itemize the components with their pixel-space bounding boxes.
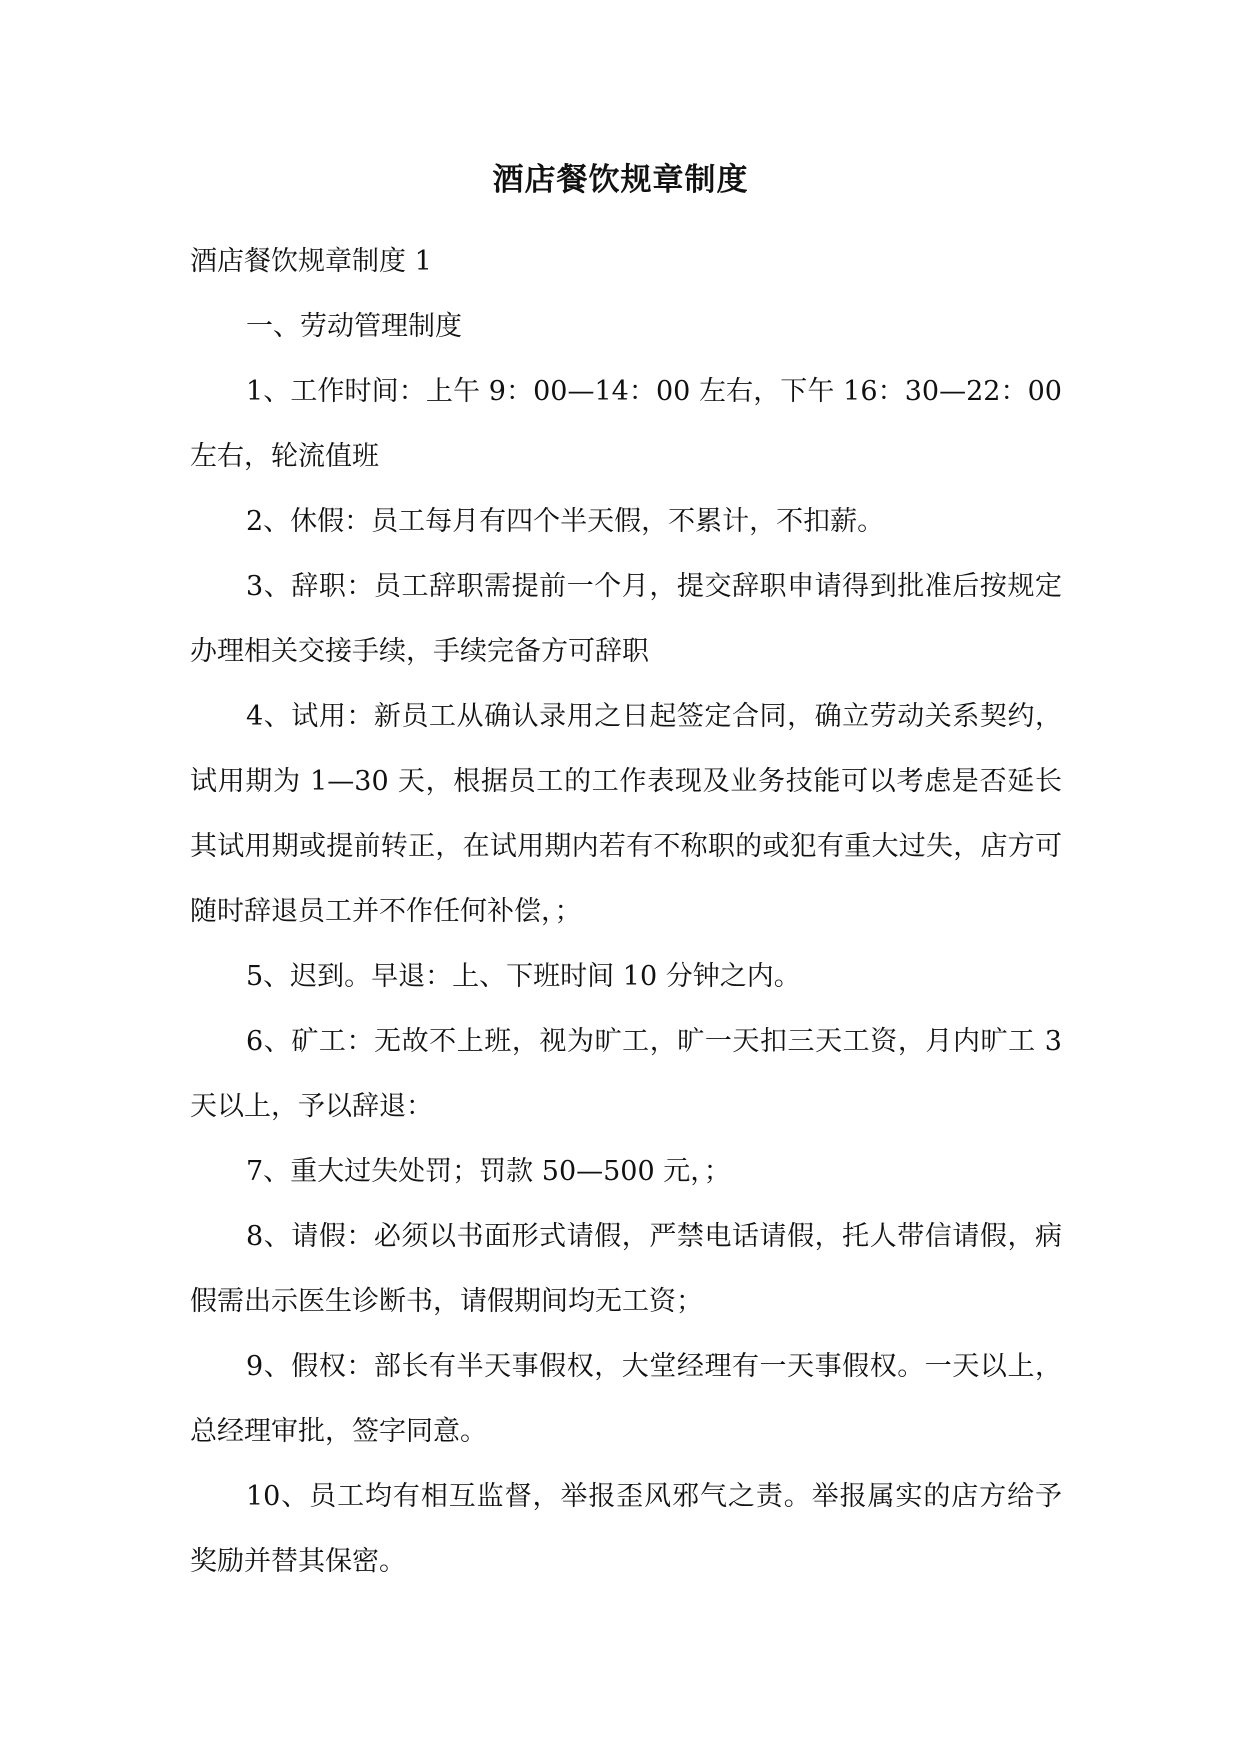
rule-item-7: 7、重大过失处罚；罚款 50—500 元，； [246, 1156, 731, 1187]
rule-item-1: 1、工作时间：上午 9：00—14：00 左右，下午 16：30—22：00 左右，轮流值班 [190, 376, 1062, 472]
document-title: 酒店餐饮规章制度 [492, 162, 749, 198]
rule-item-8: 8、请假：必须以书面形式请假，严禁电话请假，托人带信请假，病假需出示医生诊断书，请假期间均无工资； [190, 1221, 1062, 1317]
rule-item-6: 6、矿工：无故不上班，视为旷工，旷一天扣三天工资，月内旷工 3 天以上，予以辞退： [190, 1026, 1062, 1122]
rule-item-10: 10、员工均有相互监督，举报歪风邪气之责。举报属实的店方给予奖励并替其保密。 [190, 1481, 1062, 1577]
document-body [190, 229, 1062, 1594]
rule-item-4: 4、试用：新员工从确认录用之日起签定合同，确立劳动关系契约，试用期为 1—30 天，根据员工的工作表现及业务技能可以考虑是否延长其试用期或提前转正，在试用期内若有不称职的或犯有重大过失，店方可随时辞退员工并不作任何补偿，； [190, 701, 1062, 927]
rule-item-2: 2、休假：员工每月有四个半天假，不累计，不扣薪。 [246, 506, 885, 537]
rule-item-5: 5、迟到。早退：上、下班时间 10 分钟之内。 [246, 961, 801, 992]
document-subtitle: 酒店餐饮规章制度 1 [190, 246, 432, 277]
rule-item-3: 3、辞职：员工辞职需提前一个月，提交辞职申请得到批准后按规定办理相关交接手续，手续完备方可辞职 [190, 571, 1062, 667]
rule-item-9: 9、假权：部长有半天事假权，大堂经理有一天事假权。一天以上，总经理审批，签字同意。 [190, 1351, 1062, 1447]
section-heading: 一、劳动管理制度 [246, 311, 462, 342]
